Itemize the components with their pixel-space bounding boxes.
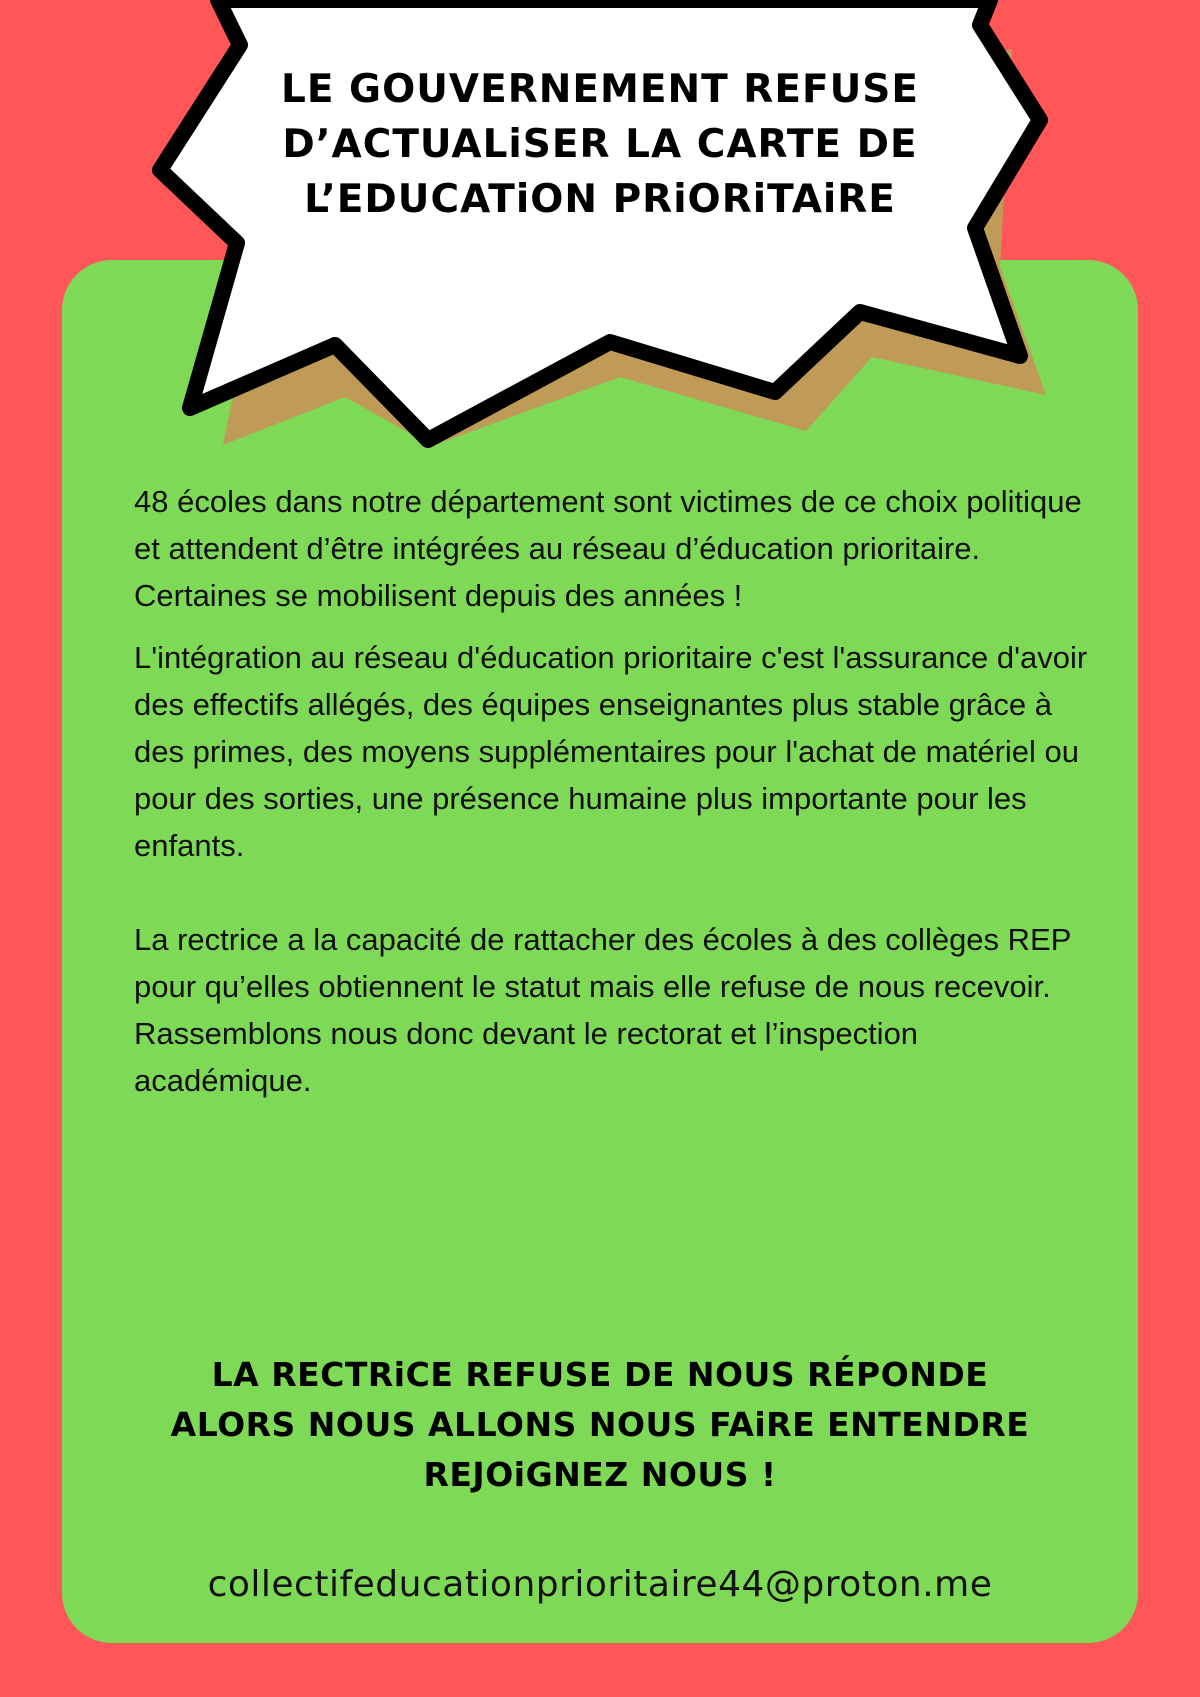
- contact-email[interactable]: collectifeducationprioritaire44@proton.me: [207, 1564, 993, 1605]
- headline: [230, 62, 970, 227]
- paragraph-schools: 48 écoles dans notre département sont victimes de ce choix politique et attendent d’être intégrées au réseau d’éducation prioritaire. Certaines se mobilisent depuis des années !: [134, 484, 1082, 613]
- headline-line-2: D’ACTUALiSER LA CARTE DE: [282, 122, 918, 167]
- cta-line-1: LA RECTRiCE REFUSE DE NOUS RÉPONDE: [211, 1355, 989, 1394]
- paragraph-benefits: L'intégration au réseau d'éducation prioritaire c'est l'assurance d'avoir des effectifs allégés, des équipes enseignantes plus stable grâce à des primes, des moyens supplémentaires pour l'achat de matériel ou pour des sorties, une présence humaine plus importante pour les enfants.: [134, 640, 1088, 863]
- call-to-action: [62, 1350, 1138, 1500]
- cta-line-3: REJOiGNEZ NOUS !: [423, 1455, 777, 1494]
- body-text: [134, 478, 1094, 1104]
- paragraph-rectrice: La rectrice a la capacité de rattacher des écoles à des collèges REP pour qu’elles obtiennent le statut mais elle refuse de nous recevoir. Rassemblons nous donc devant le rectorat et l’inspection académique.: [134, 922, 1071, 1098]
- cta-line-2: ALORS NOUS ALLONS NOUS FAiRE ENTENDRE: [170, 1405, 1030, 1444]
- headline-line-1: LE GOUVERNEMENT REFUSE: [280, 67, 920, 112]
- headline-line-3: L’EDUCATiON PRiORiTAiRE: [304, 177, 896, 222]
